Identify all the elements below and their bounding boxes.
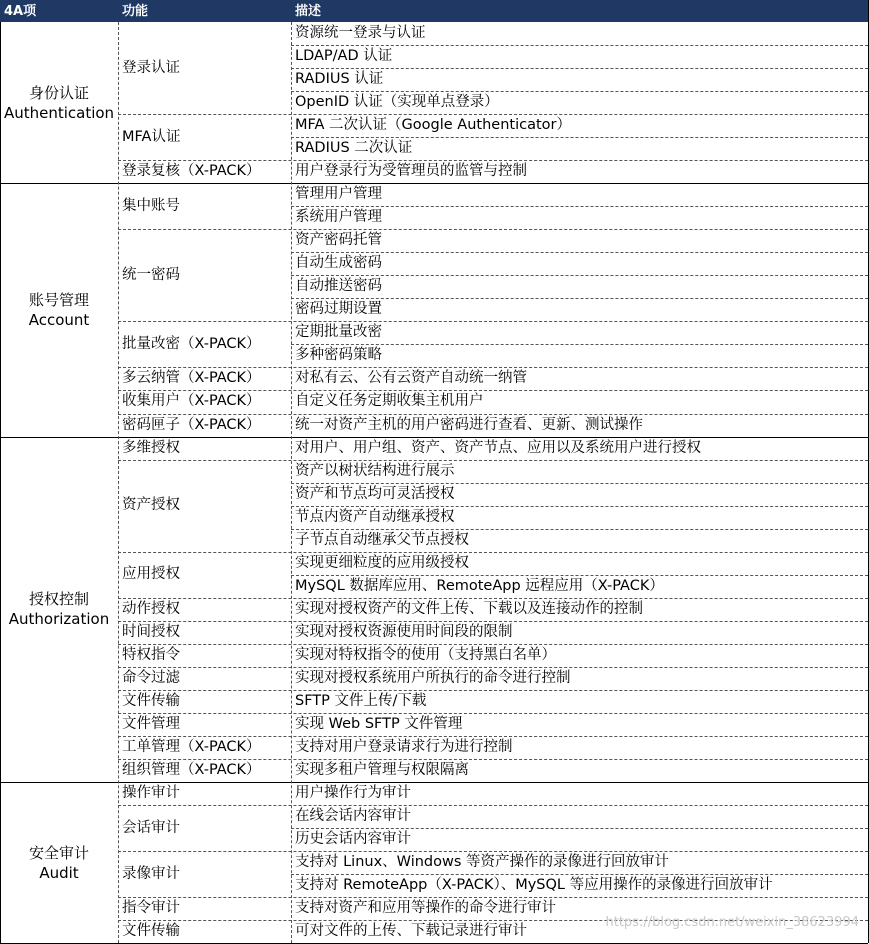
table-rule <box>0 22 1 943</box>
function-cell: 动作授权 <box>122 600 180 617</box>
function-cell: 指令审计 <box>122 900 180 917</box>
description-cell: 支持对 RemoteApp（X-PACK）、MySQL 等应用操作的录像进行回放审计 <box>295 877 773 894</box>
category-name-zh: 身份认证 <box>28 83 89 102</box>
function-cell: 工单管理（X-PACK） <box>122 738 261 755</box>
function-cell: 登录复核（X-PACK） <box>122 163 261 180</box>
description-cell: 节点内资产自动继承授权 <box>295 508 455 525</box>
function-cell: 密码匣子（X-PACK） <box>122 416 261 433</box>
description-cell: 子节点自动继承父节点授权 <box>295 531 469 548</box>
category-name-en: Authentication <box>3 103 115 122</box>
description-cell: 实现对授权系统用户所执行的命令进行控制 <box>295 669 571 686</box>
function-cell: 统一密码 <box>122 266 180 283</box>
function-cell: MFA认证 <box>122 128 181 145</box>
function-cell: 文件传输 <box>122 923 180 940</box>
header-function: 功能 <box>118 0 291 22</box>
description-cell: 支持对 Linux、Windows 等资产操作的录像进行回放审计 <box>295 854 670 871</box>
description-cell: 可对文件的上传、下载记录进行审计 <box>295 923 527 940</box>
description-cell: 密码过期设置 <box>295 301 382 318</box>
description-cell: 自动生成密码 <box>295 255 382 272</box>
category-cell <box>0 437 118 782</box>
function-cell: 操作审计 <box>122 784 180 801</box>
description-cell: 用户登录行为受管理员的监管与控制 <box>295 163 527 180</box>
category-name-en: Account <box>28 310 90 329</box>
function-cell: 集中账号 <box>122 197 180 214</box>
category-cell <box>0 22 118 183</box>
function-cell: 应用授权 <box>122 566 180 583</box>
description-cell: 支持对用户登录请求行为进行控制 <box>295 738 513 755</box>
description-cell: 用户操作行为审计 <box>295 784 411 801</box>
description-cell: 实现多租户管理与权限隔离 <box>295 761 469 778</box>
function-cell: 资产授权 <box>122 497 180 514</box>
description-cell: 统一对资产主机的用户密码进行查看、更新、测试操作 <box>295 416 643 433</box>
description-cell: 实现更细粒度的应用级授权 <box>295 554 469 571</box>
description-cell: RADIUS 二次认证 <box>295 140 413 157</box>
description-cell: SFTP 文件上传/下载 <box>295 692 427 709</box>
table-rule <box>291 22 292 943</box>
description-cell: RADIUS 认证 <box>295 71 384 88</box>
category-name-zh: 账号管理 <box>28 290 89 309</box>
description-cell: 管理用户管理 <box>295 186 382 203</box>
header-4a: 4A项 <box>0 0 118 22</box>
description-cell: 自动推送密码 <box>295 278 382 295</box>
description-cell: LDAP/AD 认证 <box>295 48 393 65</box>
category-name-en: Authorization <box>8 610 110 629</box>
description-cell: 资产密码托管 <box>295 232 382 249</box>
description-cell: 多种密码策略 <box>295 347 382 364</box>
function-cell: 文件传输 <box>122 692 180 709</box>
function-cell: 会话审计 <box>122 819 180 836</box>
function-cell: 批量改密（X-PACK） <box>122 335 261 352</box>
category-cell <box>0 782 118 943</box>
header-description: 描述 <box>291 0 869 22</box>
description-cell: MySQL 数据库应用、RemoteApp 远程应用（X-PACK） <box>295 577 664 594</box>
description-cell: 在线会话内容审计 <box>295 808 411 825</box>
description-cell: 历史会话内容审计 <box>295 831 411 848</box>
category-name-zh: 安全审计 <box>28 843 89 862</box>
description-cell: 资产以树状结构进行展示 <box>295 462 455 479</box>
function-cell: 登录认证 <box>122 59 180 76</box>
description-cell: 系统用户管理 <box>295 209 382 226</box>
function-cell: 文件管理 <box>122 715 180 732</box>
description-cell: MFA 二次认证（Google Authenticator） <box>295 117 571 134</box>
description-cell: 自定义任务定期收集主机用户 <box>295 393 484 410</box>
description-cell: 支持对资产和应用等操作的命令进行审计 <box>295 900 556 917</box>
function-cell: 多云纳管（X-PACK） <box>122 370 261 387</box>
description-cell: 实现对特权指令的使用（支持黑白名单） <box>295 646 556 663</box>
category-name-en: Audit <box>39 863 79 882</box>
function-cell: 录像审计 <box>122 865 180 882</box>
function-cell: 多维授权 <box>122 439 180 456</box>
description-cell: OpenID 认证（实现单点登录） <box>295 94 499 111</box>
category-name-zh: 授权控制 <box>28 590 89 609</box>
description-cell: 对私有云、公有云资产自动统一纳管 <box>295 370 527 387</box>
description-cell: 实现对授权资产的文件上传、下载以及连接动作的控制 <box>295 600 643 617</box>
category-cell <box>0 183 118 436</box>
description-cell: 对用户、用户组、资产、资产节点、应用以及系统用户进行授权 <box>295 439 701 456</box>
function-cell: 时间授权 <box>122 623 180 640</box>
description-cell: 定期批量改密 <box>295 324 382 341</box>
description-cell: 资产和节点均可灵活授权 <box>295 485 455 502</box>
function-cell: 特权指令 <box>122 646 180 663</box>
function-cell: 命令过滤 <box>122 669 180 686</box>
watermark: https://blog.csdn.net/weixin_38623994 <box>605 915 859 930</box>
function-cell: 收集用户（X-PACK） <box>122 393 261 410</box>
table-rule <box>118 22 119 943</box>
description-cell: 实现 Web SFTP 文件管理 <box>295 715 463 732</box>
function-cell: 组织管理（X-PACK） <box>122 761 261 778</box>
description-cell: 资源统一登录与认证 <box>295 25 426 41</box>
description-cell: 实现对授权资源使用时间段的限制 <box>295 623 513 640</box>
